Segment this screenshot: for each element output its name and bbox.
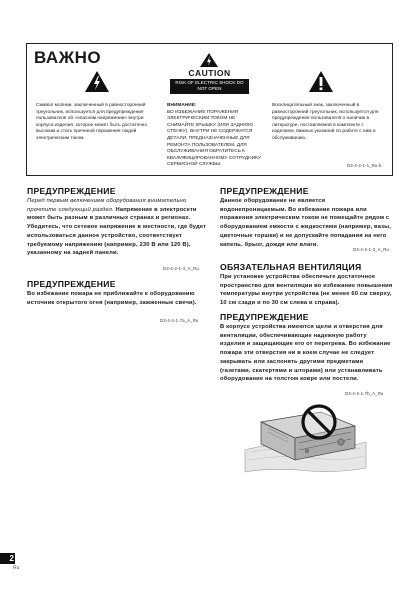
left-code-2: D3-4-2-1-7a_A_Ru xyxy=(160,318,199,323)
left-paragraph-1-body: Напряжение в электросети может быть разным в различных странах и регионах. Убедитесь, что сетевое напряжение в местности, где будет использоваться данное устройство, соответствует требуемому напряжению (например, 230 В или 120 В), указанному на задней панели. xyxy=(27,206,207,257)
lightning-warning-icon xyxy=(84,70,110,93)
warning-title: ВАЖНО xyxy=(34,48,102,67)
caution-description xyxy=(167,103,263,169)
right-heading-1: ПРЕДУПРЕЖДЕНИЕ xyxy=(220,186,309,196)
language-code: Ru xyxy=(13,565,20,571)
left-paragraph-2: Во избежание пожара не приближайте к оборудованию источник открытого огня (например, зажженные свечи). xyxy=(27,291,197,306)
caution-subtext: RISK OF ELECTRIC SHOCK DO NOT OPEN xyxy=(170,79,249,94)
page-number: 2 xyxy=(0,553,15,564)
right-paragraph-3: В корпусе устройства имеются щели и отверстия для вентиляции, обеспечивающие надежную работу изделия и защищающие его от перегрева. Во избежание пожара эти отверстия ни в коем случае не следует закрывать или заслонять другими предметами (газетами, скатертями и шторами) или устанавливать оборудование на толстом ковре или постели. xyxy=(220,324,391,383)
right-heading-3: ПРЕДУПРЕЖДЕНИЕ xyxy=(220,312,309,322)
left-heading-2: ПРЕДУПРЕЖДЕНИЕ xyxy=(27,279,116,289)
warning-box-code: D3-4-2-1-1_Ru-b xyxy=(347,163,382,168)
caution-shock-symbol-icon xyxy=(199,52,219,68)
left-code-1: D3-4-2-1-4_A_Ru xyxy=(163,266,200,271)
right-heading-2: ОБЯЗАТЕЛЬНАЯ ВЕНТИЛЯЦИЯ xyxy=(220,262,362,272)
lightning-symbol-description: Символ молнии, заключенный в равносторонний треугольник, используется для предупреждения пользователя об «опасном напряжении» внутри корпуса изделия, которое может быть достаточно высоким и стать причиной поражения людей электрическим током. xyxy=(36,103,147,141)
caution-heading: CAUTION xyxy=(170,68,249,79)
right-code-1: D3-4-2-1-3_A_Ru xyxy=(353,247,390,252)
exclamation-warning-icon xyxy=(308,70,334,93)
caution-description-heading: ВНИМАНИЕ: xyxy=(167,103,197,108)
left-heading-1: ПРЕДУПРЕЖДЕНИЕ xyxy=(27,186,116,196)
prohibition-icon xyxy=(300,403,338,441)
right-paragraph-2: При установке устройства обеспечьте достаточное пространство для вентиляции во избежание повышения температуры внутри устройства (не менее 60 см сверху, 10 см сзади и по 30 см слева и справа). xyxy=(220,274,393,307)
caution-description-text: ВО ИЗБЕЖАНИЕ ПОРАЖЕНИЯ ЭЛЕКТРИЧЕСКИМ ТОКОМ НЕ СНИМАЙТЕ КРЫШКУ (ИЛИ ЗАДНЮЮ СТЕНКУ). ВНУТРИ НЕ СОДЕРЖАТСЯ ДЕТАЛИ, ПРЕДНАЗНАЧЕННЫЕ ДЛЯ РЕМОНТА ПОЛЬЗОВАТЕЛЕМ. ДЛЯ ОБСЛУЖИВАНИЯ ОБРАТИТЕСЬ К КВАЛИФИЦИРОВАННОМУ СОТРУДНИКУ СЕРВИСНОЙ СЛУЖБЫ. xyxy=(167,109,261,168)
right-paragraph-1: Данное оборудование не является водонепроницаемым. Во избежание пожара или поражения электрическим током не помещайте рядом с оборудованием емкости с жидкостями (например, вазы, цветочные горшки) и не допускайте попадания на него капель, брызг, дождя или влаги. xyxy=(220,198,392,248)
exclamation-symbol-description: Восклицательный знак, заключенный в равносторонний треугольник, используется для предупреждения пользователя о наличии в литературе, поставляемой в комплекте с изделием, важных указаний по работе с ним и обслуживанию. xyxy=(272,103,379,141)
right-code-3: D3-4-2-1-7b_A_Ru xyxy=(345,391,384,396)
left-paragraph-1-intro: Перед первым включением оборудования внимательно прочтите следующий раздел. xyxy=(27,198,187,213)
left-paragraph-1 xyxy=(27,197,209,258)
